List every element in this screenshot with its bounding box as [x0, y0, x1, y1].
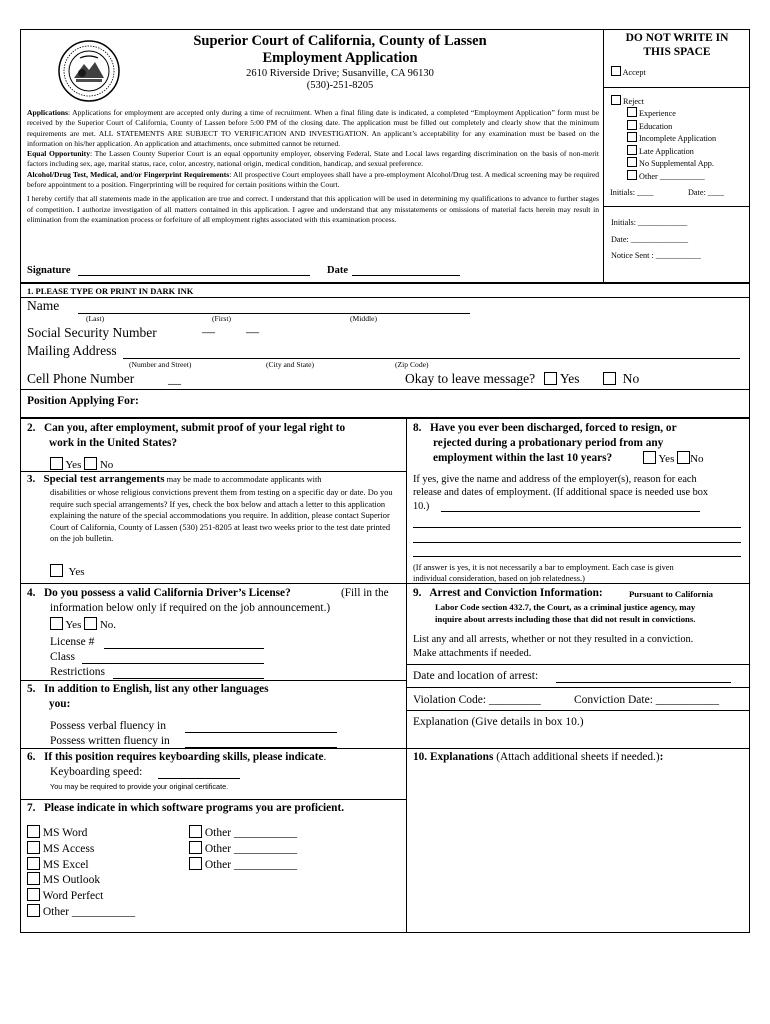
class-label: Class	[50, 651, 75, 663]
software-label: MS Excel	[42, 858, 89, 871]
q7-question: Please indicate in which software programs you are proficient.	[43, 802, 345, 814]
software-option[interactable]	[189, 825, 297, 841]
software-option[interactable]	[27, 841, 135, 857]
form-title-line1: Superior Court of California, County of Lassen	[193, 33, 487, 49]
q8-if-yes-line2: release and dates of employment. (If additional space is needed use box	[413, 487, 709, 499]
software-option[interactable]	[27, 857, 135, 873]
reject-reason-label: Incomplete Application	[639, 134, 717, 144]
software-option[interactable]	[189, 841, 297, 857]
q10-text: (Attach additional sheets if needed.)	[493, 751, 660, 763]
intro-paragraphs	[27, 108, 599, 225]
software-checkbox[interactable]	[189, 825, 202, 838]
restrictions-label: Restrictions	[50, 666, 105, 678]
q4-number: 4.	[27, 587, 36, 599]
office-initials-2[interactable]: Initials: ____________	[611, 218, 688, 227]
q2-text	[27, 421, 345, 451]
leave-message-label: Okay to leave message?	[405, 371, 536, 386]
q2-line1: Can you, after employment, submit proof of your legal right to	[43, 422, 346, 434]
reject-reason-checkbox[interactable]	[627, 107, 637, 117]
q4-line1	[27, 587, 291, 599]
reject-reason-row[interactable]	[627, 120, 716, 133]
q10-colon: :	[659, 751, 664, 763]
applications-heading: Applications	[27, 108, 68, 117]
office-divider-2	[604, 206, 750, 207]
reject-reason-checkbox[interactable]	[627, 170, 637, 180]
keyboarding-speed-label: Keyboarding speed:	[50, 766, 143, 778]
reject-label: Reject	[623, 97, 644, 106]
q5-rule	[20, 680, 406, 681]
q3-inline-text: may be made to accommodate applicants with	[164, 475, 322, 484]
q2-no-label: No	[99, 459, 114, 471]
equal-opportunity-heading: Equal Opportunity	[27, 149, 90, 159]
q4-fill-note-1: (Fill in the	[341, 587, 389, 599]
office-divider-1	[604, 87, 750, 88]
cell-phone-label: Cell Phone Number	[27, 371, 135, 386]
q8-no-checkbox[interactable]	[677, 451, 690, 464]
accept-checkbox[interactable]	[611, 66, 621, 76]
q6-number: 6.	[27, 751, 36, 763]
office-box-divider	[603, 29, 604, 283]
verbal-fluency-input-line[interactable]	[185, 732, 337, 733]
software-label: Other ___________	[204, 842, 298, 855]
addr-street-caption: (Number and Street)	[129, 360, 192, 369]
explanation-label: Explanation (Give details in box 10.)	[413, 716, 584, 728]
q6-period: .	[323, 751, 327, 763]
mailing-address-input-line[interactable]	[123, 358, 740, 359]
q3-number: 3.	[27, 473, 36, 485]
q3-yes-checkbox[interactable]	[50, 564, 63, 577]
keyboarding-note: You may be required to provide your original certificate.	[50, 782, 229, 791]
reject-reason-row[interactable]	[627, 145, 716, 158]
software-checkbox[interactable]	[27, 872, 40, 885]
reject-reason-label: No Supplemental App.	[639, 159, 714, 169]
q7-rule	[20, 799, 406, 800]
q5-text	[27, 682, 269, 712]
court-phone: (530)-251-8205	[306, 80, 374, 91]
cell-phone-input[interactable]: __	[168, 371, 181, 386]
leave-message-no-label: No	[622, 371, 640, 386]
reject-reason-label: Education	[639, 121, 673, 131]
q4-no-checkbox[interactable]	[84, 617, 97, 630]
restrictions-input-line[interactable]	[113, 678, 264, 679]
arrest-date-location-label: Date and location of arrest:	[413, 670, 539, 682]
software-label: Word Perfect	[42, 890, 104, 903]
q4-fill-note-2: information below only if required on the job announcement.)	[50, 602, 331, 614]
q9-pursuant-3: inquire about arrests including those that did not result in convictions.	[435, 614, 696, 624]
office-date-2[interactable]: Date: ______________	[611, 235, 689, 244]
q8-line3: employment within the last 10 years?	[433, 452, 613, 464]
software-label: MS Word	[42, 827, 88, 839]
leave-message-yes-label: Yes	[559, 371, 580, 386]
q7-text	[27, 802, 344, 814]
q8-no-label: No	[690, 453, 704, 465]
form-title-line2: Employment Application	[262, 50, 418, 66]
arrest-date-location-line[interactable]	[556, 682, 731, 683]
violation-code-field[interactable]: Violation Code: _________	[413, 694, 541, 706]
q9-sub-rule-2	[406, 687, 750, 688]
ssn-dash-1: —	[202, 324, 215, 339]
q2-yes-checkbox[interactable]	[50, 457, 63, 470]
q8-note-line1: (If answer is yes, it is not necessarily a bar to employment. Each case is given	[413, 563, 674, 572]
office-initials-1[interactable]: Initials: ____	[610, 188, 654, 197]
addr-zip-caption: (Zip Code)	[395, 360, 429, 369]
reject-reasons-list	[627, 107, 716, 183]
certification-text: I hereby certify that all statements made in the application are true and correct. I understand that this application will be used in determining my qualifications to advance to further stages of competition. I authorize investigation of all matters contained in this application. I agree and understand that any misstatements or omissions of material facts herein may result in elimination from the examination process or forfeiture of all employment rights associated with this examination process.	[27, 194, 599, 224]
q10-number: 10.	[413, 751, 428, 763]
q10-explanation-area[interactable]	[410, 768, 746, 928]
software-checkbox[interactable]	[27, 888, 40, 901]
ssn-dash-2: —	[246, 324, 259, 339]
software-option[interactable]	[27, 904, 135, 920]
q5-number: 5.	[27, 683, 36, 695]
q9-list-line1: List any and all arrests, whether or not they resulted in a conviction.	[413, 634, 694, 645]
q3-text: disabilities or whose religious convictions prevent them from testing on a specific day or date. Do you require such special arrangements? If yes, check the box below and attach a letter to this application explaining the nature of the special accommodations you require. In addition, please contact Superior Court of California, County of Lassen (530) 251-8205 at least two weeks prior to the test date printed on the job bulletin.	[50, 488, 393, 543]
verbal-fluency-label: Possess verbal fluency in	[50, 720, 166, 732]
position-rule	[20, 389, 750, 390]
software-label: Other ___________	[42, 905, 136, 918]
q9-pursuant-2: Labor Code section 432.7, the Court, as a criminal justice agency, may	[435, 602, 696, 612]
q2-number: 2.	[27, 422, 36, 434]
section1-heading: 1. PLEASE TYPE OR PRINT IN DARK INK	[27, 286, 194, 296]
q9-title-text: Arrest and Conviction Information:	[429, 587, 603, 599]
q3-title	[27, 473, 321, 485]
q8-if-yes-line1: If yes, give the name and address of the employer(s), reason for each	[413, 474, 697, 485]
alcohol-drug-heading: Alcohol/Drug Test, Medical, and/or Fingerprint Requirements	[27, 169, 230, 179]
software-checkbox[interactable]	[27, 857, 40, 870]
q8-if-yes-line3: 10.)	[413, 500, 430, 512]
q9-list-text	[413, 633, 693, 661]
software-list-col1	[27, 825, 135, 920]
name-first-caption: (First)	[212, 314, 231, 323]
equal-opportunity-text: : The Lassen County Superior Court is an equal opportunity employer, observing Federal, State and Local laws regarding discrimination on the basis of non-merit factors including sex, age, marital status, race, color, ancestry, national origin, medical condition, handicap, and sexual preference.	[27, 149, 599, 169]
keyboarding-speed-input-line[interactable]	[158, 778, 240, 779]
reject-reason-checkbox[interactable]	[627, 145, 637, 155]
q8-options	[643, 451, 704, 465]
leave-message-no[interactable]	[603, 371, 639, 387]
position-applying-label[interactable]: Position Applying For:	[27, 395, 139, 407]
alcohol-drug-text: : All prospective Court employees shall have a pre-employment Alcohol/Drug test. A medical screening may be required before appointment to a position. Fingerprinting will be required for certain positions within the Court.	[27, 169, 599, 190]
court-seal	[58, 40, 120, 102]
section1-heading-rule	[20, 297, 750, 298]
reject-reason-row[interactable]	[627, 170, 716, 183]
q5-line2: you	[49, 698, 67, 710]
software-checkbox[interactable]	[189, 841, 202, 854]
q7-number: 7.	[27, 802, 36, 814]
q2-yes-label: Yes	[65, 459, 82, 471]
software-label: MS Access	[42, 842, 95, 855]
conviction-date-field[interactable]: Conviction Date: ___________	[574, 694, 720, 706]
q8-yes-label: Yes	[658, 453, 675, 465]
q9-rule	[406, 583, 750, 584]
leave-message-yes[interactable]	[544, 371, 580, 387]
leave-message-yes-checkbox[interactable]	[544, 372, 557, 385]
q9-sub-rule-1	[406, 664, 750, 665]
q9-sub-rule-3	[406, 710, 750, 711]
q8-note	[413, 562, 674, 584]
license-label: License #	[50, 636, 95, 648]
software-checkbox[interactable]	[189, 857, 202, 870]
software-list-col2	[189, 825, 297, 872]
q8-answer-line-2[interactable]	[413, 527, 741, 528]
reject-reason-label: Late Application	[639, 146, 694, 156]
software-checkbox[interactable]	[27, 841, 40, 854]
name-label: Name	[27, 298, 60, 313]
software-label: Other ___________	[204, 827, 298, 839]
software-option[interactable]	[27, 888, 135, 904]
reject-reason-checkbox[interactable]	[627, 120, 637, 130]
accept-label: Accept	[622, 68, 646, 77]
name-input-line[interactable]	[78, 313, 470, 314]
q9-list-line2: Make attachments if needed.	[413, 648, 532, 659]
software-option[interactable]	[27, 872, 135, 888]
q9-number: 9.	[413, 587, 422, 599]
q2-line2: work in the United States?	[49, 437, 178, 449]
signature-date-line[interactable]	[352, 275, 460, 276]
q8-number: 8.	[413, 422, 422, 434]
q3-yes-label: Yes	[68, 566, 85, 578]
q9-title	[413, 587, 603, 599]
q4-options	[50, 617, 116, 631]
office-box-title-line1: DO NOT WRITE IN	[625, 32, 729, 44]
ssn-label: Social Security Number	[27, 325, 157, 340]
reject-reason-row[interactable]	[627, 132, 716, 145]
reject-reason-row[interactable]	[627, 107, 716, 120]
q3-yes-option[interactable]	[50, 564, 85, 578]
name-middle-caption: (Middle)	[350, 314, 377, 323]
q3-rule	[20, 471, 406, 472]
signature-date-label: Date	[327, 265, 348, 276]
software-label: MS Outlook	[42, 874, 101, 887]
reject-reason-label: Experience	[639, 109, 676, 118]
software-option[interactable]	[189, 857, 297, 873]
q2-no-checkbox[interactable]	[84, 457, 97, 470]
q5-colon: :	[66, 698, 71, 710]
signature-line[interactable]	[78, 275, 310, 276]
reject-reason-checkbox[interactable]	[627, 132, 637, 142]
class-input-line[interactable]	[82, 663, 264, 664]
q8-text	[413, 421, 677, 466]
office-date-1[interactable]: Date: ____	[688, 188, 725, 197]
software-checkbox[interactable]	[27, 825, 40, 838]
reject-reason-label: Other ___________	[639, 171, 705, 181]
software-option[interactable]	[27, 825, 135, 841]
court-address: 2610 Riverside Drive; Susanville, CA 96130	[246, 68, 434, 79]
license-input-line[interactable]	[104, 648, 264, 649]
applications-text: : Applications for employment are accepted only during a time of recruitment. When a final filing date is indicated, a completed “Employment Application” form must be received by the Superior Court of California, County of Lassen before 5:00 PM of the closing date. The application must be filled out completely and clearly show that the minimum requirements are met. ALL STATEMENTS ARE SUBJECT TO VERIFICATION AND INVESTIGATION. An applicant’s acceptability for any examination must be based on the information on his/her application. An application and attachments, once submitted cannot be returned.	[27, 108, 599, 148]
q6-text	[27, 751, 326, 763]
leave-message-no-checkbox[interactable]	[603, 372, 616, 385]
q8-answer-line-1[interactable]	[441, 511, 700, 512]
reject-row[interactable]	[611, 95, 644, 107]
q8-line2: rejected during a probationary period from any	[433, 437, 664, 449]
software-label: Other ___________	[204, 858, 298, 871]
software-checkbox[interactable]	[27, 904, 40, 917]
q6-question: If this position requires keyboarding skills, please indicate	[43, 751, 324, 763]
reject-reason-row[interactable]	[627, 157, 716, 170]
q5-line1: In addition to English, list any other languages	[43, 683, 269, 695]
q4-no-label: No.	[99, 619, 117, 631]
q10-label: Explanations	[429, 751, 494, 763]
name-last-caption: (Last)	[86, 314, 105, 323]
q8-answer-line-3[interactable]	[413, 542, 741, 543]
q8-if-yes-text	[413, 473, 708, 513]
q8-line1: Have you ever been discharged, forced to resign, or	[429, 422, 677, 434]
q8-note-line2: individual consideration, based on job relatedness.)	[413, 574, 585, 583]
q4-yes-label: Yes	[65, 619, 82, 631]
reject-reason-checkbox[interactable]	[627, 157, 637, 167]
signature-label: Signature	[27, 265, 71, 276]
q2-options	[50, 457, 113, 471]
office-notice-sent[interactable]: Notice Sent : ___________	[611, 251, 701, 260]
questions-column-divider	[406, 418, 407, 933]
q4-yes-checkbox[interactable]	[50, 617, 63, 630]
q8-yes-checkbox[interactable]	[643, 451, 656, 464]
q8-answer-line-4[interactable]	[413, 556, 741, 557]
q10-title	[413, 751, 663, 763]
q4-question: Do you possess a valid California Driver’s License?	[43, 587, 291, 599]
addr-city-caption: (City and State)	[266, 360, 315, 369]
q9-pursuant-1: Pursuant to California	[629, 589, 713, 599]
office-box-title-line2: THIS SPACE	[643, 46, 711, 58]
accept-row[interactable]	[611, 66, 646, 78]
q6-rule	[20, 748, 750, 749]
q3-label: Special test arrangements	[43, 473, 165, 485]
mailing-address-label: Mailing Address	[27, 343, 117, 358]
written-fluency-label: Possess written fluency in	[50, 735, 170, 747]
reject-checkbox[interactable]	[611, 95, 621, 105]
q4-rule	[20, 583, 406, 584]
